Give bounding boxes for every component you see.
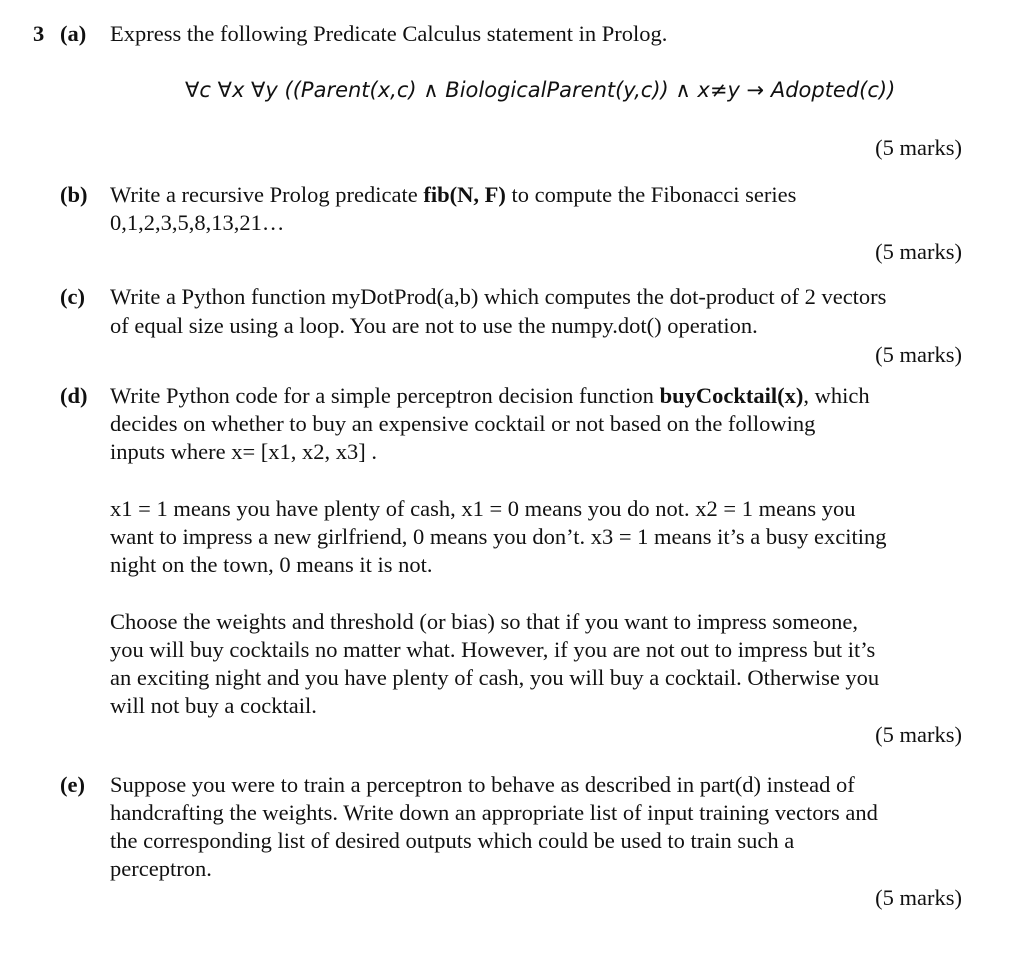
part-d-marks: (5 marks) [875, 722, 962, 747]
part-d-para3-line-4: will not buy a cocktail. [110, 693, 317, 718]
part-e-marks: (5 marks) [875, 885, 962, 910]
part-b-line-1 [110, 181, 796, 209]
part-b-marks: (5 marks) [875, 239, 962, 264]
part-e-line-1: Suppose you were to train a perceptron to behave as described in part(d) instead of [110, 772, 855, 797]
part-d-line-2: decides on whether to buy an expensive cocktail or not based on the following [110, 411, 816, 436]
fib-predicate: fib(N, F) [423, 182, 506, 207]
part-c-line-2: of equal size using a loop. You are not to use the numpy.dot() operation. [110, 313, 758, 338]
part-d-text-post: , which [803, 383, 870, 408]
part-d-para3-line-1: Choose the weights and threshold (or bias) so that if you want to impress someone, [110, 609, 859, 634]
part-e-label: (e) [60, 772, 85, 797]
part-d-line-3: inputs where x= [x1, x2, x3] . [110, 439, 378, 464]
part-c-line-1: Write a Python function myDotProd(a,b) which computes the dot-product of 2 vectors [110, 284, 887, 309]
part-e-line-4: perceptron. [110, 856, 212, 881]
part-a-text: Express the following Predicate Calculus statement in Prolog. [110, 21, 668, 46]
part-d-para2-line-1: x1 = 1 means you have plenty of cash, x1 = 0 means you do not. x2 = 1 means you [110, 496, 856, 521]
part-d-line-1 [110, 382, 870, 410]
part-a-marks: (5 marks) [875, 135, 962, 160]
part-a-label: (a) [60, 21, 87, 46]
question-number: 3 [33, 21, 45, 46]
part-d-text-pre: Write Python code for a simple perceptron decision function [110, 383, 660, 408]
fibonacci-series: 0,1,2,3,5,8,13,21… [110, 210, 285, 235]
part-d-para2-line-3: night on the town, 0 means it is not. [110, 552, 433, 577]
part-b-text-post: to compute the Fibonacci series [505, 182, 797, 207]
predicate-formula: ∀c ∀x ∀y ((Parent(x,c) ∧ BiologicalParent(y,c)) ∧ x≠y → Adopted(c)) [185, 78, 896, 102]
part-d-label: (d) [60, 383, 88, 408]
part-c-label: (c) [60, 284, 85, 309]
part-e-line-2: handcrafting the weights. Write down an appropriate list of input training vectors and [110, 800, 878, 825]
buycocktail-function: buyCocktail(x) [659, 383, 804, 408]
part-e-line-3: the corresponding list of desired outputs which could be used to train such a [110, 828, 795, 853]
part-c-marks: (5 marks) [875, 342, 962, 367]
part-b-text-pre: Write a recursive Prolog predicate [110, 182, 424, 207]
part-d-para2-line-2: want to impress a new girlfriend, 0 means you don’t. x3 = 1 means it’s a busy exciting [110, 524, 887, 549]
part-d-para3-line-3: an exciting night and you have plenty of cash, you will buy a cocktail. Otherwise you [110, 665, 880, 690]
part-b-label: (b) [60, 182, 88, 207]
part-d-para3-line-2: you will buy cocktails no matter what. However, if you are not out to impress but it’s [110, 637, 876, 662]
